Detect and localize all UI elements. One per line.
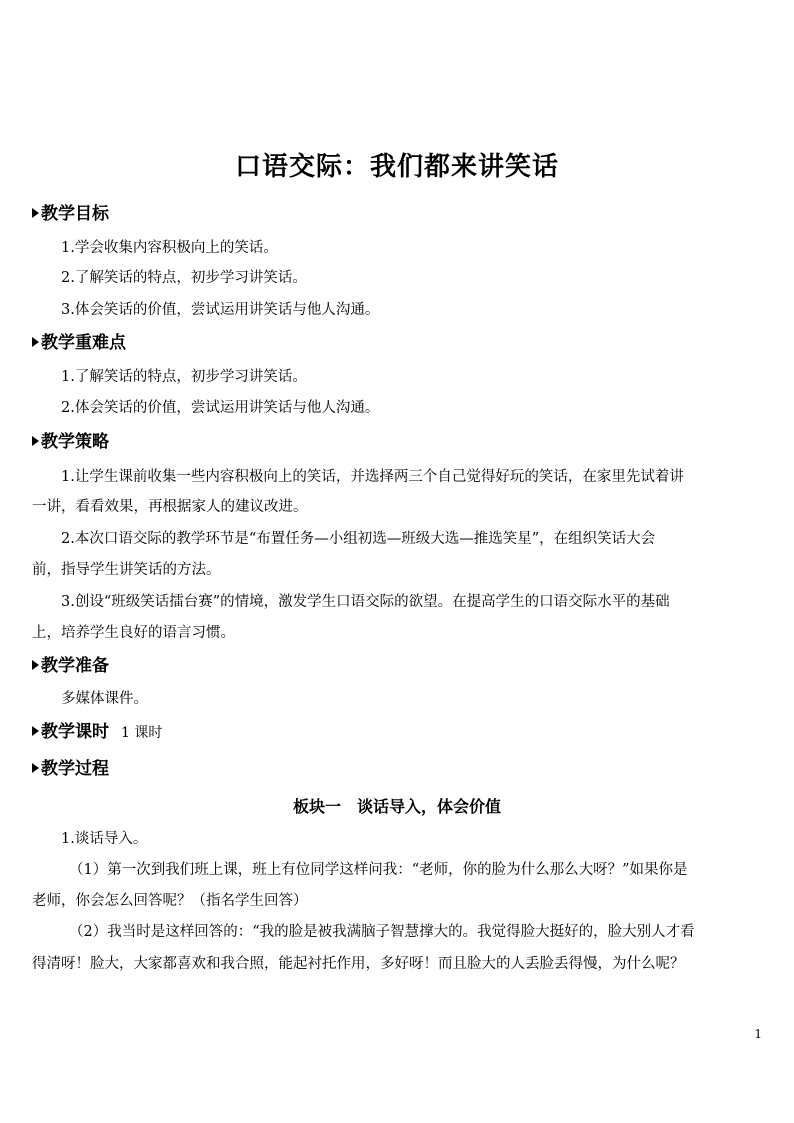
document-title: 口语交际：我们都来讲笑话 [234, 152, 559, 182]
key-item-2: 2.体会笑话的价值，尝试运用讲笑话与他人沟通。 [61, 400, 380, 416]
block1-line-2: （1）第一次到我们班上课，班上有位同学这样问我：“老师，你的脸为什么那么大呀？”如果你是 [69, 862, 688, 878]
block1-line-3: 老师，你会怎么回答呢？（指名学生回答） [32, 893, 308, 909]
section-heading-hours: 教学课时 1 课时 [32, 721, 162, 744]
triangle-bullet-icon [32, 337, 39, 347]
triangle-bullet-icon [32, 726, 39, 736]
block1-line-4: （2）我当时是这样回答的：“我的脸是被我满脑子智慧撑大的。我觉得脸大挺好的，脸大别人才看 [69, 924, 695, 940]
strategy-line-6: 上，培养学生良好的语言习惯。 [32, 625, 235, 641]
document-page [32, 0, 762, 1123]
strategy-line-3: 2.本次口语交际的教学环节是“布置任务—小组初选—班级大选—推选笑星”，在组织笑话大会 [61, 531, 656, 547]
block1-line-5: 得清呀！脸大，大家都喜欢和我合照，能起衬托作用，多好呀！而且脸大的人丢脸丢得慢，为什么呢？ [32, 956, 685, 972]
goals-item-2: 2.了解笑话的特点，初步学习讲笑话。 [61, 270, 307, 286]
page-number: 1 [754, 1027, 762, 1041]
goals-item-3: 3.体会笑话的价值，尝试运用讲笑话与他人沟通。 [61, 302, 380, 318]
goals-item-1: 1.学会收集内容积极向上的笑话。 [61, 240, 278, 256]
section-heading-strategy: 教学策略 [32, 431, 109, 453]
prep-text: 多媒体课件。 [61, 691, 148, 707]
section-heading-goals: 教学目标 [32, 203, 109, 225]
block1-line-1: 1.谈话导入。 [61, 831, 148, 847]
key-item-1: 1.了解笑话的特点，初步学习讲笑话。 [61, 369, 307, 385]
section-heading-process: 教学过程 [32, 758, 109, 780]
strategy-line-2: 一讲，看看效果，再根据家人的建议改进。 [32, 499, 308, 515]
section-heading-prep: 教学准备 [32, 655, 109, 677]
strategy-line-5: 3.创设“班级笑话擂台赛”的情境，激发学生口语交际的欲望。在提高学生的口语交际水平的基础 [61, 594, 670, 610]
triangle-bullet-icon [32, 660, 39, 670]
strategy-line-1: 1.让学生课前收集一些内容积极向上的笑话，并选择两三个自己觉得好玩的笑话，在家里先试着讲 [61, 469, 684, 485]
section-heading-key: 教学重难点 [32, 332, 126, 354]
triangle-bullet-icon [32, 208, 39, 218]
strategy-line-4: 前，指导学生讲笑话的方法。 [32, 562, 221, 578]
triangle-bullet-icon [32, 763, 39, 773]
block1-title: 板块一 谈话导入，体会价值 [292, 797, 501, 816]
hours-value: 1 课时 [121, 725, 163, 741]
triangle-bullet-icon [32, 436, 39, 446]
